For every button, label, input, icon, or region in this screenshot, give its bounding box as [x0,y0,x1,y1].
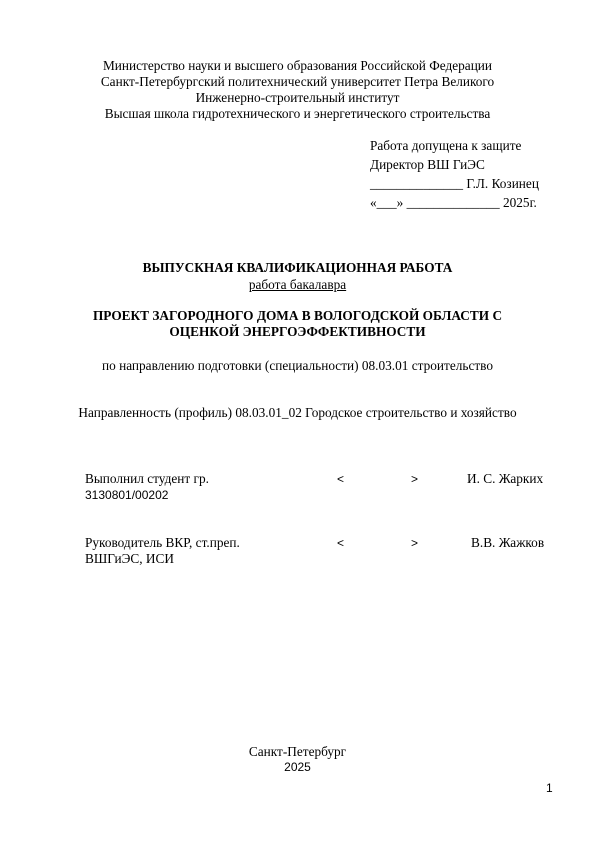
work-type-title: ВЫПУСКНАЯ КВАЛИФИКАЦИОННАЯ РАБОТА [142,260,453,275]
approval-line-1: Работа допущена к защите [370,138,522,153]
profile-line: Направленность (профиль) 08.03.01_02 Городское строительство и хозяйство [78,405,517,420]
ministry-line: Министерство науки и высшего образования Российской Федерации [102,58,493,73]
student-label-line-1: Выполнил студент гр. [85,471,209,486]
direction-line: по направлению подготовки (специальности) 08.03.01 строительство [101,358,494,373]
city: Санкт-Петербург [248,744,347,759]
work-subtype: работа бакалавра [248,277,347,292]
supervisor-sign-open: < [337,536,345,550]
student-sign-open: < [337,472,345,486]
supervisor-label-line-1: Руководитель ВКР, ст.преп. [85,535,240,550]
school-line: Высшая школа гидротехнического и энергетического строительства [104,106,491,121]
student-group: 3130801/00202 [85,488,169,502]
supervisor-label-line-2: ВШГиЭС, ИСИ [85,551,174,566]
university-line: Санкт-Петербургский политехнический университет Петра Великого [100,74,495,89]
supervisor-sign-close: > [411,536,419,550]
supervisor-name: В.В. Жажков [471,535,545,550]
institute-line: Инженерно-строительный институт [195,90,400,105]
page-number: 1 [546,781,553,795]
approval-line-3: ______________ Г.Л. Козинец [370,176,539,191]
student-name: И. С. Жарких [467,471,544,486]
project-title-line-2: ОЦЕНКОЙ ЭНЕРГОЭФФЕКТИВНОСТИ [169,324,426,339]
student-sign-close: > [411,472,419,486]
approval-line-4: «___» ______________ 2025г. [370,195,537,210]
approval-line-2: Директор ВШ ГиЭС [370,157,485,172]
year: 2025 [284,760,311,774]
project-title-line-1: ПРОЕКТ ЗАГОРОДНОГО ДОМА В ВОЛОГОДСКОЙ ОБЛАСТИ С [92,308,503,323]
